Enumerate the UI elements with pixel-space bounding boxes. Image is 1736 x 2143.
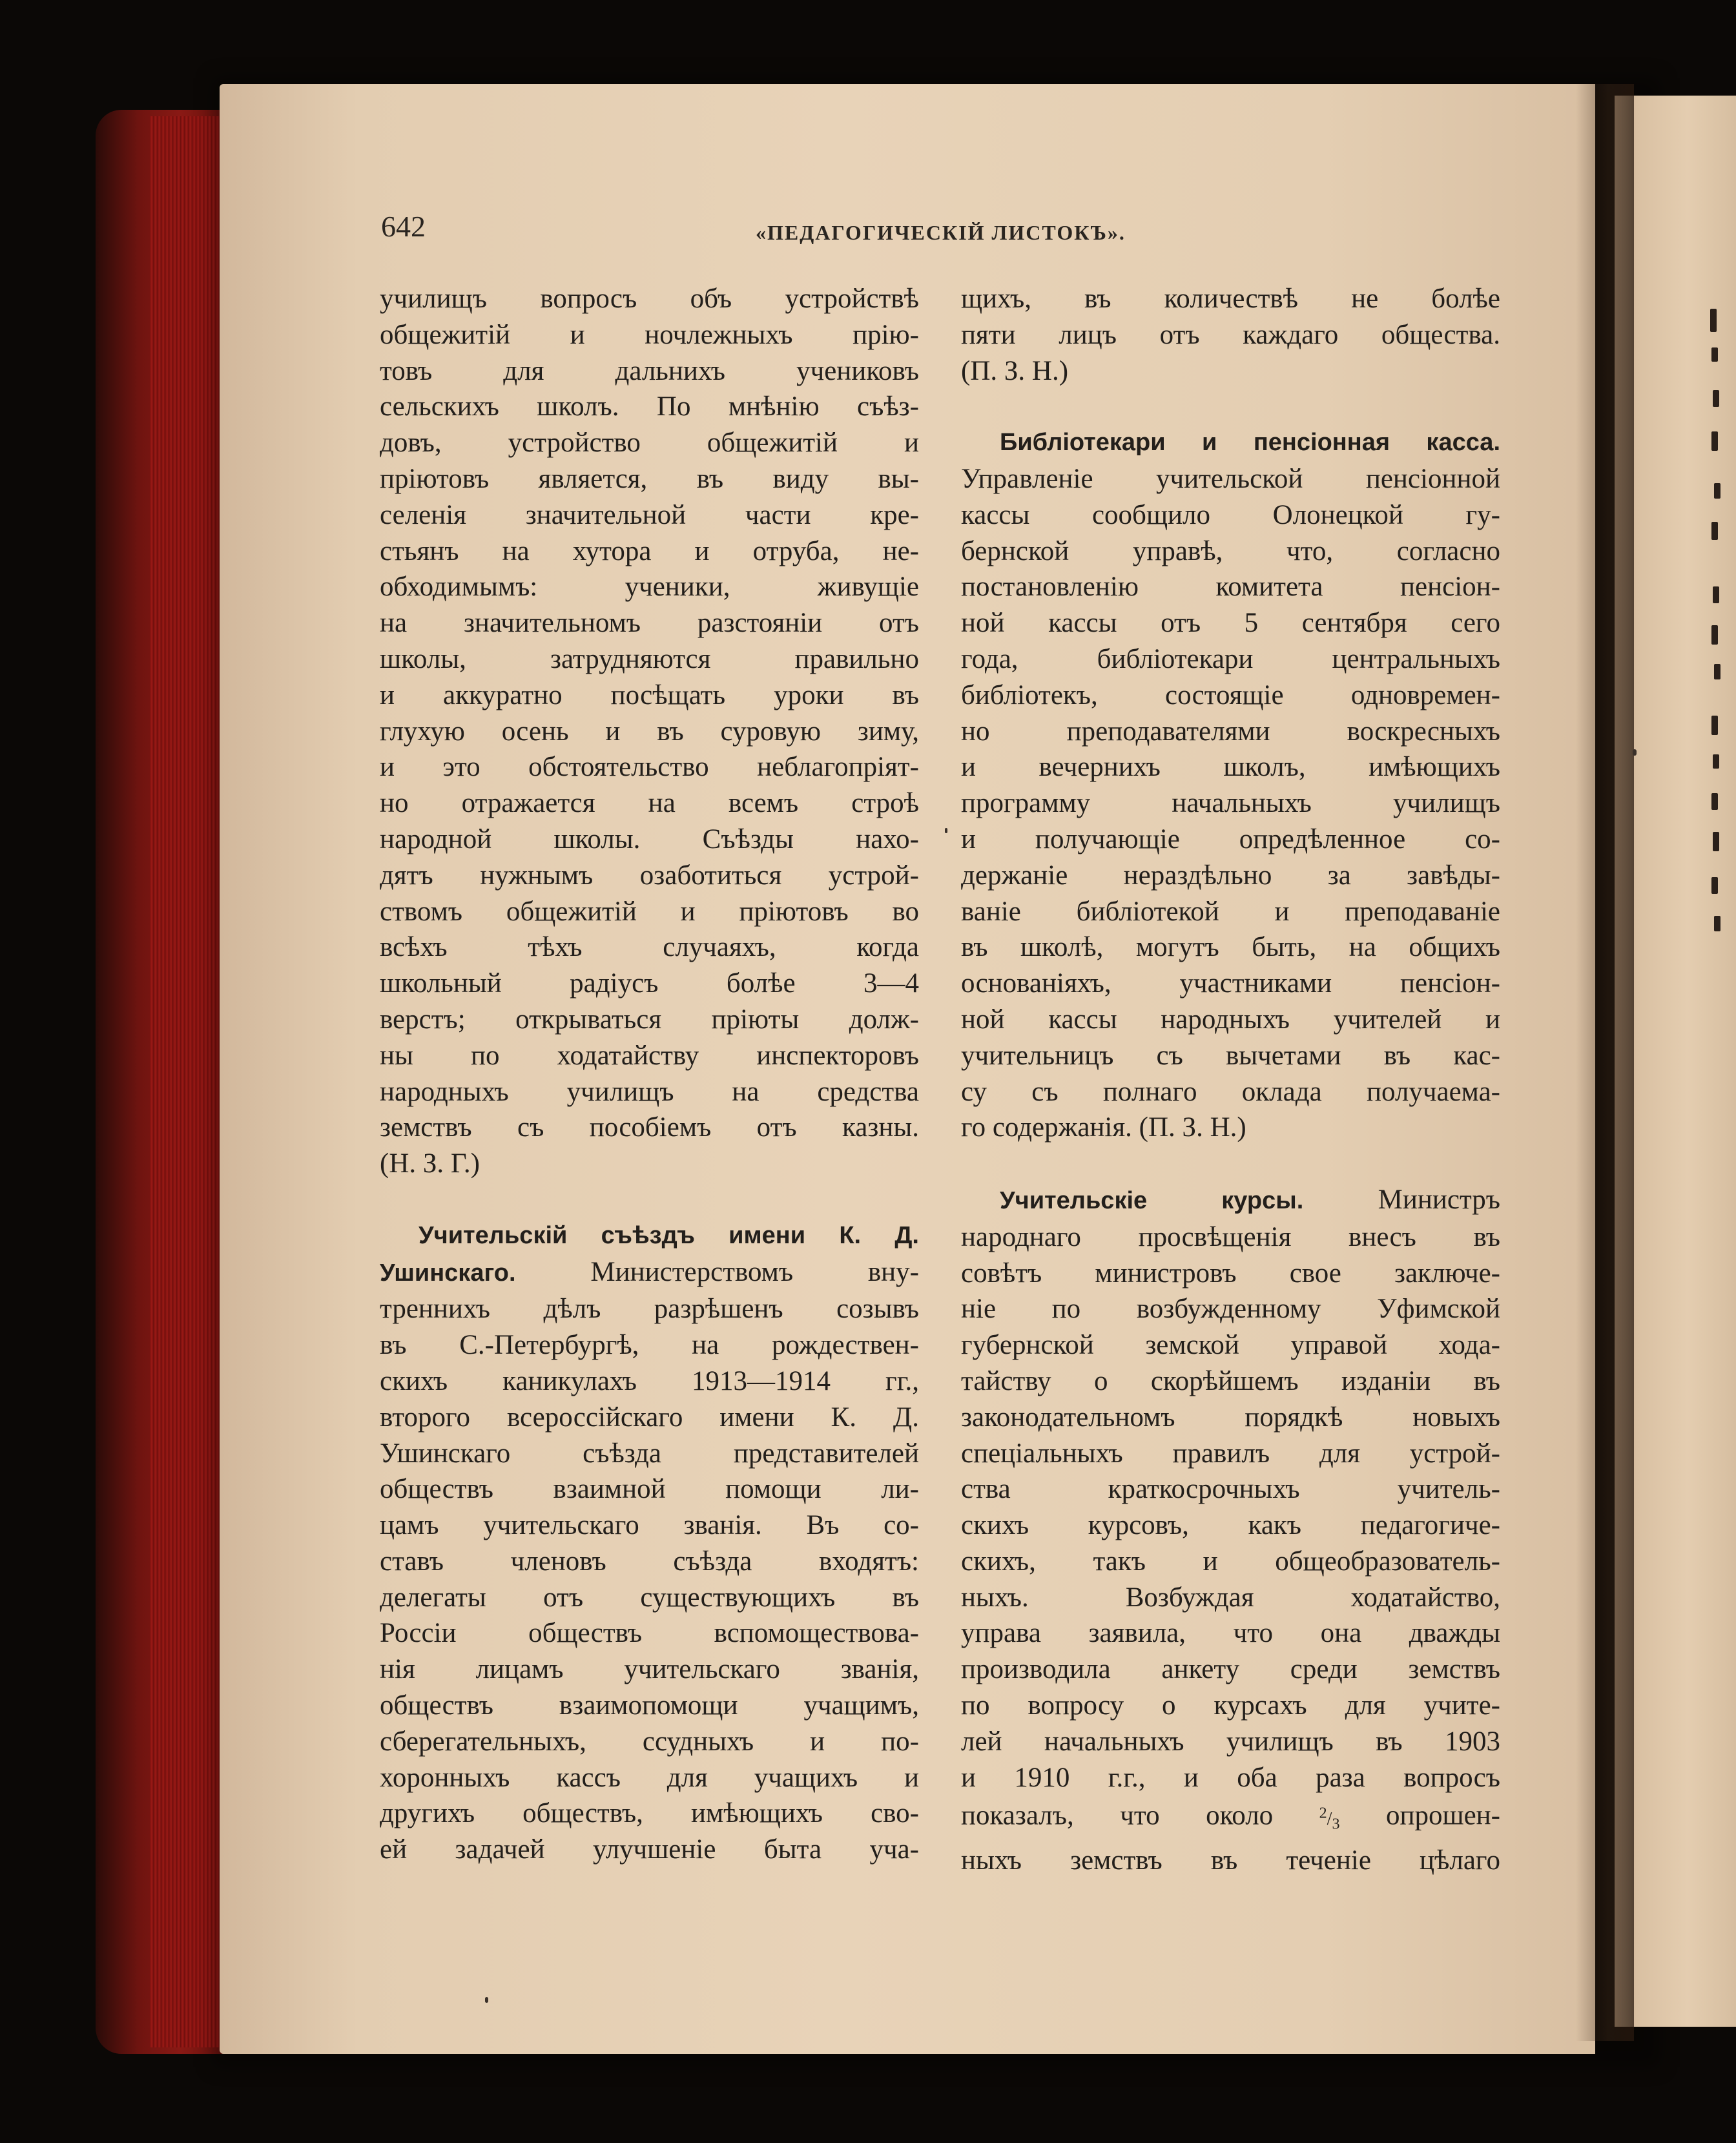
text-line: и 1910 г.г., и оба раза вопросъ [961,1762,1500,1793]
fraction: $^2/_3$ [1319,1805,1340,1833]
text-line: скихъ, такъ и общеобразователь- [961,1546,1500,1577]
article-heading: Учительскій съѣздъ имени К. Д. [418,1221,919,1249]
text-line: сельскихъ школъ. По мнѣнію съѣз- [380,391,919,422]
text-line: губернской земской управой хода- [961,1330,1500,1361]
dormitories-article [380,281,919,1182]
text-line: общежитій и ночлежныхъ прію- [380,319,919,350]
text-line: ныхъ земствъ въ теченіе цѣлаго [961,1845,1500,1876]
article-source: (Н. З. Г.) [380,1148,480,1179]
text-line: производила анкету среди земствъ [961,1654,1500,1685]
text-line: спеціальныхъ правилъ для устрой- [961,1438,1500,1469]
fraction-denominator: 3 [1332,1816,1340,1833]
text-line: законодательномъ порядкѣ новыхъ [961,1402,1500,1433]
text-line: ной кассы народныхъ учителей и [961,1004,1500,1035]
text-line: народной школы. Съѣзды нахо- [380,823,919,854]
text-line: программу начальныхъ училищъ [961,788,1500,819]
ushinsky-congress-article [380,1218,919,1868]
text-line: скихъ каникулахъ 1913—1914 гг., [380,1365,919,1396]
text-line [380,1254,919,1292]
text-line: селенія значительной части кре- [380,499,919,530]
text-run: Министръ [1303,1184,1500,1215]
text-line: ваніе библіотекой и преподаваніе [961,896,1500,927]
text-line: въ С.-Петербургѣ, на рождествен- [380,1330,919,1361]
text-line: Ушинскаго съѣзда представителей [380,1438,919,1469]
text-line: щихъ, въ количествѣ не болѣе [961,284,1500,314]
text-line: держаніе нераздѣльно за завѣды- [961,860,1500,891]
text-line: основаніяхъ, участниками пенсіон- [961,968,1500,999]
left-column [380,281,919,1868]
text-line: ствомъ общежитій и пріютовъ во [380,896,919,927]
text-line: на значительномъ разстояніи отъ [380,608,919,639]
fraction-numerator: 2 [1319,1805,1327,1822]
text-run: опрошен- [1339,1800,1500,1831]
article-source: (П. З. Н.) [961,355,1069,386]
text-line: сберегательныхъ, ссудныхъ и по- [380,1726,919,1757]
text-run: Министерствомъ вну- [515,1256,919,1287]
text-line: товъ для дальнихъ учениковъ [380,355,919,386]
text-line: и это обстоятельство неблагопріят- [380,752,919,783]
text-line: пяти лицъ отъ каждаго общества. [961,319,1500,350]
text-line: стьянъ на хутора и отруба, не- [380,535,919,566]
text-line: кассы сообщило Олонецкой гу- [961,499,1500,530]
text-line: обществъ взаимной помощи ли- [380,1474,919,1505]
text-line: тайству о скорѣйшемъ изданіи въ [961,1365,1500,1396]
text-line: глухую осень и въ суровую зиму, [380,716,919,747]
text-line: Управленіе учительской пенсіонной [961,463,1500,494]
librarians-pension-article [961,425,1500,1146]
text-line: Россіи обществъ вспомоществова- [380,1618,919,1649]
text-run: показалъ, что около [961,1800,1319,1831]
text-line: су съ полнаго оклада получаема- [961,1076,1500,1107]
page-speck [485,1997,488,2003]
ushinsky-continuation [961,281,1500,389]
text-line: другихъ обществъ, имѣющихъ сво- [380,1798,919,1829]
text-line: довъ, устройство общежитій и [380,428,919,459]
right-column [961,281,1500,1879]
text-line: дятъ нужнымъ озаботиться устрой- [380,860,919,891]
text-line [961,1796,1500,1843]
text-line: библіотекъ, состоящіе одновремен- [961,679,1500,710]
page-number: 642 [381,210,426,243]
text-line: и получающіе опредѣленное со- [961,823,1500,854]
page-speck [1633,749,1637,756]
text-line [961,1182,1500,1219]
text-line: но отражается на всемъ строѣ [380,788,919,819]
text-line: бернской управѣ, что, согласно [961,535,1500,566]
text-line: народныхъ училищъ на средства [380,1076,919,1107]
text-line: и аккуратно посѣщать уроки въ [380,679,919,710]
text-line: ей задачей улучшеніе быта уча- [380,1834,919,1865]
text-line: постановленію комитета пенсіон- [961,572,1500,603]
article-heading: Ушинскаго. [380,1259,516,1287]
text-line: ніе по возбужденному Уфимской [961,1294,1500,1325]
text-line: лей начальныхъ училищъ въ 1903 [961,1726,1500,1757]
teacher-courses-article [961,1182,1500,1879]
text-line: народнаго просвѣщенія внесъ въ [961,1221,1500,1252]
page-speck [945,828,947,833]
text-line: по вопросу о курсахъ для учите- [961,1690,1500,1721]
text-line: учительницъ съ вычетами въ кас- [961,1040,1500,1071]
text-line: цамъ учительскаго званія. Въ со- [380,1510,919,1541]
text-line: ства краткосрочныхъ учитель- [961,1474,1500,1505]
text-line: верстъ; открываться пріюты долж- [380,1004,919,1035]
article-heading: Учительскіе курсы. [1000,1186,1304,1214]
text-line: обходимымъ: ученики, живущіе [380,572,919,603]
text-line: училищъ вопросъ объ устройствѣ [380,284,919,314]
text-line: ны по ходатайству инспекторовъ [380,1040,919,1071]
text-line: делегаты отъ существующихъ въ [380,1582,919,1613]
text-line: и вечернихъ школъ, имѣющихъ [961,752,1500,783]
article-heading: Библіотекари и пенсіонная касса. [1000,429,1500,457]
text-line: всѣхъ тѣхъ случаяхъ, когда [380,932,919,963]
text-line: школьный радіусъ болѣе 3—4 [380,968,919,999]
page-gutter [1576,84,1634,2041]
text-line: въ школѣ, могутъ быть, на общихъ [961,932,1500,963]
text-line: совѣтъ министровъ свое заключе- [961,1258,1500,1289]
text-line: школы, затрудняются правильно [380,643,919,674]
text-line: ной кассы отъ 5 сентября сего [961,608,1500,639]
text-line: года, библіотекари центральныхъ [961,643,1500,674]
running-title: «ПЕДАГОГИЧЕСКІЙ ЛИСТОКЪ». [756,221,1126,244]
text-line: земствъ съ пособіемъ отъ казны. [380,1112,919,1143]
text-line: треннихъ дѣлъ разрѣшенъ созывъ [380,1294,919,1325]
text-line: нія лицамъ учительскаго званія, [380,1654,919,1685]
text-line: обществъ взаимопомощи учащимъ, [380,1690,919,1721]
text-line: ставъ членовъ съѣзда входятъ: [380,1546,919,1577]
text-line: второго всероссійскаго имени К. Д. [380,1402,919,1433]
text-line: скихъ курсовъ, какъ педагогиче- [961,1510,1500,1541]
text-line: но преподавателями воскресныхъ [961,716,1500,747]
text-line: ныхъ. Возбуждая ходатайство, [961,1582,1500,1613]
text-line: го содержанія. (П. З. Н.) [961,1112,1246,1143]
text-line: хоронныхъ кассъ для учащихъ и [380,1762,919,1793]
text-line: управа заявила, что она дважды [961,1618,1500,1649]
text-line: пріютовъ является, въ виду вы- [380,463,919,494]
